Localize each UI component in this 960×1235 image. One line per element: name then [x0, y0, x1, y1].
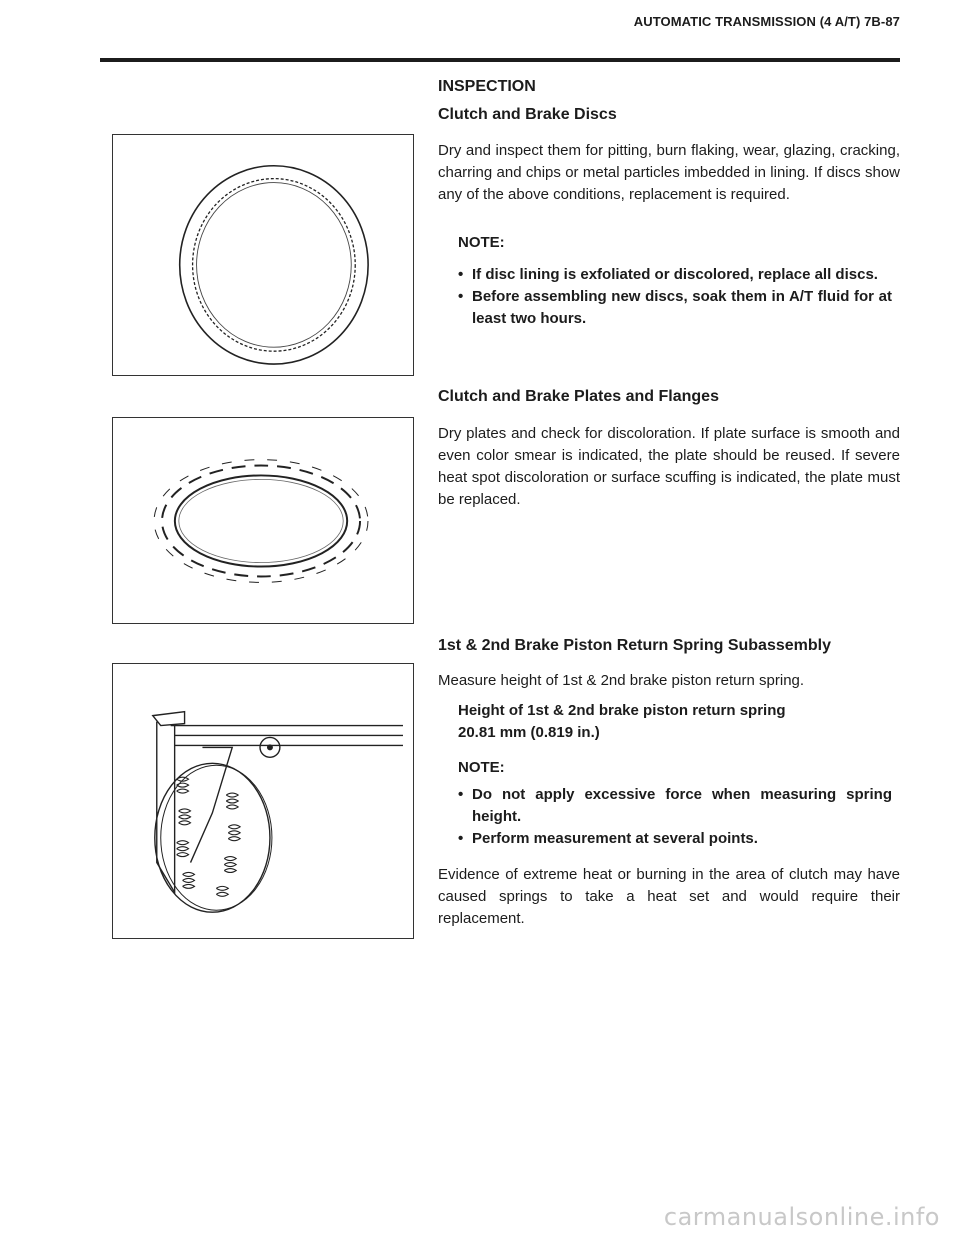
spring-note-item: • Do not apply excessive force when measuring spring height.	[458, 784, 892, 828]
discs-note-item: • If disc lining is exfoliated or discolored, replace all discs.	[458, 264, 892, 286]
discs-heading: Clutch and Brake Discs	[438, 106, 617, 123]
discs-note-item: • Before assembling new discs, soak them in A/T fluid for at least two hours.	[458, 286, 892, 330]
plate-figure	[112, 417, 414, 624]
spring-body: Measure height of 1st & 2nd brake piston return spring.	[438, 672, 805, 689]
spring-spec-label: Height of 1st & 2nd brake piston return spring	[458, 702, 786, 719]
spring-spec-value: 20.81 mm (0.819 in.)	[458, 724, 600, 741]
spring-note-item: • Perform measurement at several points.	[458, 828, 892, 850]
header-title: AUTOMATIC TRANSMISSION (4 A/T) 7B-87	[633, 14, 900, 29]
plates-body: Dry plates and check for discoloration. If plate surface is smooth and even color smear is indicated, the plate should be reused. If severe heat spot discoloration or surface scuffing is indicated, the plate must be replaced.	[438, 425, 900, 508]
disc-illustration	[113, 135, 413, 375]
spring-heading: 1st & 2nd Brake Piston Return Spring Subassembly	[438, 637, 831, 654]
caliper-spring-illustration	[113, 664, 413, 938]
discs-note-label: NOTE:	[458, 234, 505, 251]
spring-spec	[458, 700, 898, 744]
spring-note-list	[458, 784, 892, 850]
spring-note-label: NOTE:	[458, 759, 505, 776]
plate-illustration	[113, 418, 413, 623]
page-header	[100, 14, 900, 60]
spring-figure	[112, 663, 414, 939]
header-rule	[100, 58, 900, 62]
plates-heading: Clutch and Brake Plates and Flanges	[438, 388, 719, 405]
section-title: INSPECTION	[438, 78, 536, 95]
discs-body: Dry and inspect them for pitting, burn flaking, wear, glazing, cracking, charring and chips or metal particles imbedded in lining. If discs show any of the above conditions, replacement is required.	[438, 142, 900, 203]
spring-closing: Evidence of extreme heat or burning in the area of clutch may have caused springs to take a heat set and would require their replacement.	[438, 866, 900, 927]
watermark-text: carmanualsonline.info	[663, 1203, 940, 1231]
disc-figure	[112, 134, 414, 376]
discs-note-list	[458, 264, 892, 330]
